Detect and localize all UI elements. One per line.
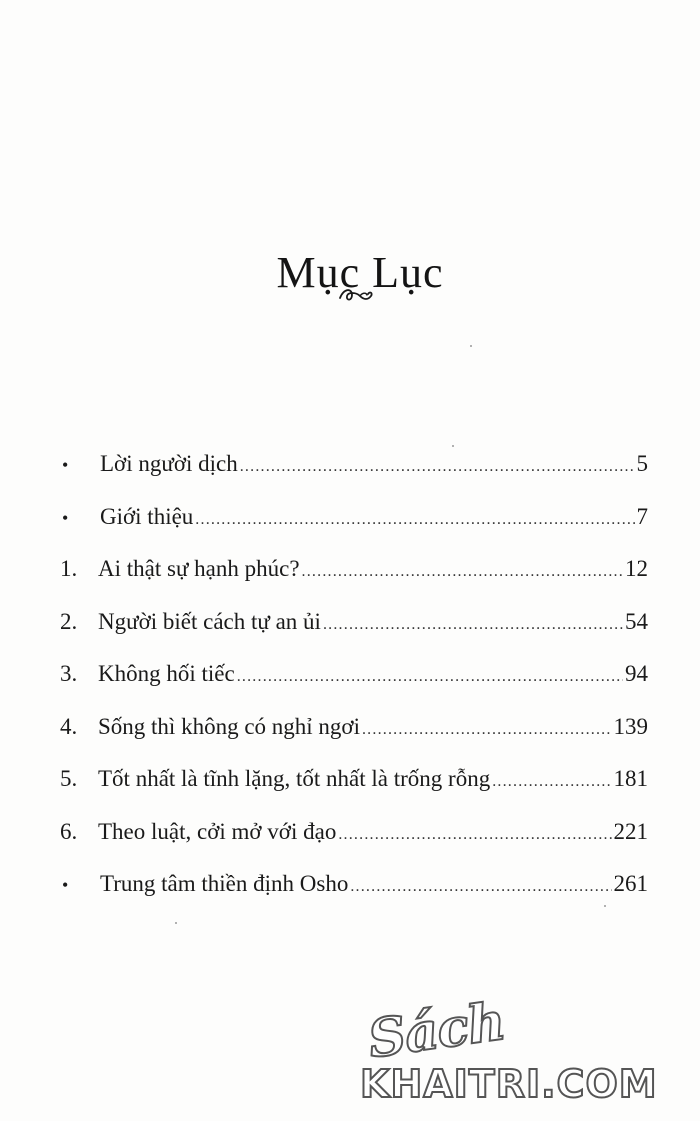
toc-page-number: 54 [625,608,648,634]
toc-entry[interactable] [60,448,648,501]
toc-marker: • [62,507,69,528]
toc-marker: 2. [60,608,78,634]
toc-label: Lời người dịch [100,451,238,476]
dot-leader [362,714,612,746]
dot-leader [492,766,611,798]
watermark-brand-text: KHAITRI.COM [360,1062,658,1106]
toc-label: Sống thì không có nghỉ ngơi [98,713,360,739]
toc-marker: 5. [60,766,78,791]
toc-entry[interactable] [60,763,648,816]
toc-entry[interactable] [60,816,648,869]
toc-entry[interactable] [60,658,648,711]
toc-marker: 3. [60,661,78,686]
site-watermark [360,990,690,1110]
toc-label: Người biết cách tự an ủi [98,608,321,634]
paper-speck [452,445,454,447]
toc-label: Ai thật sự hạnh phúc? [98,556,300,581]
paper-speck [604,905,606,907]
dot-leader [237,661,623,693]
swash-ornament-icon [336,284,376,306]
toc-marker: 1. [60,556,78,581]
toc-entry[interactable] [60,501,648,554]
toc-entry[interactable] [60,868,648,921]
toc-page-number: 7 [636,503,648,529]
toc-page-number: 139 [613,713,648,739]
toc-label: Không hối tiếc [98,661,235,686]
toc-page-number: 5 [636,451,648,476]
dot-leader [338,819,611,851]
toc-label: Theo luật, cởi mở với đạo [98,818,337,844]
toc-label: Giới thiệu [100,503,194,529]
toc-label: Tốt nhất là tĩnh lặng, tốt nhất là trống rỗng [98,766,491,791]
table-of-contents [60,448,648,921]
toc-page-number: 94 [625,661,648,686]
dot-leader [350,871,611,903]
dot-leader [240,451,635,483]
toc-entry[interactable] [60,711,648,764]
watermark-script-text: Sách [364,990,509,1071]
page-title: Mục Lục [276,248,444,298]
toc-page-number: 181 [613,766,648,791]
toc-marker: • [62,455,69,475]
paper-speck [470,345,472,347]
toc-label: Trung tâm thiền định Osho [100,871,349,896]
toc-marker: • [62,875,69,895]
toc-marker: 4. [60,713,78,739]
toc-entry[interactable] [60,606,648,659]
toc-page-number: 261 [613,871,648,896]
dot-leader [195,504,634,536]
toc-page-number: 12 [625,556,648,581]
dot-leader [302,556,623,588]
toc-marker: 6. [60,818,78,844]
paper-speck [175,922,177,924]
toc-entry[interactable] [60,553,648,606]
dot-leader [323,609,623,641]
toc-page-number: 221 [613,818,648,844]
